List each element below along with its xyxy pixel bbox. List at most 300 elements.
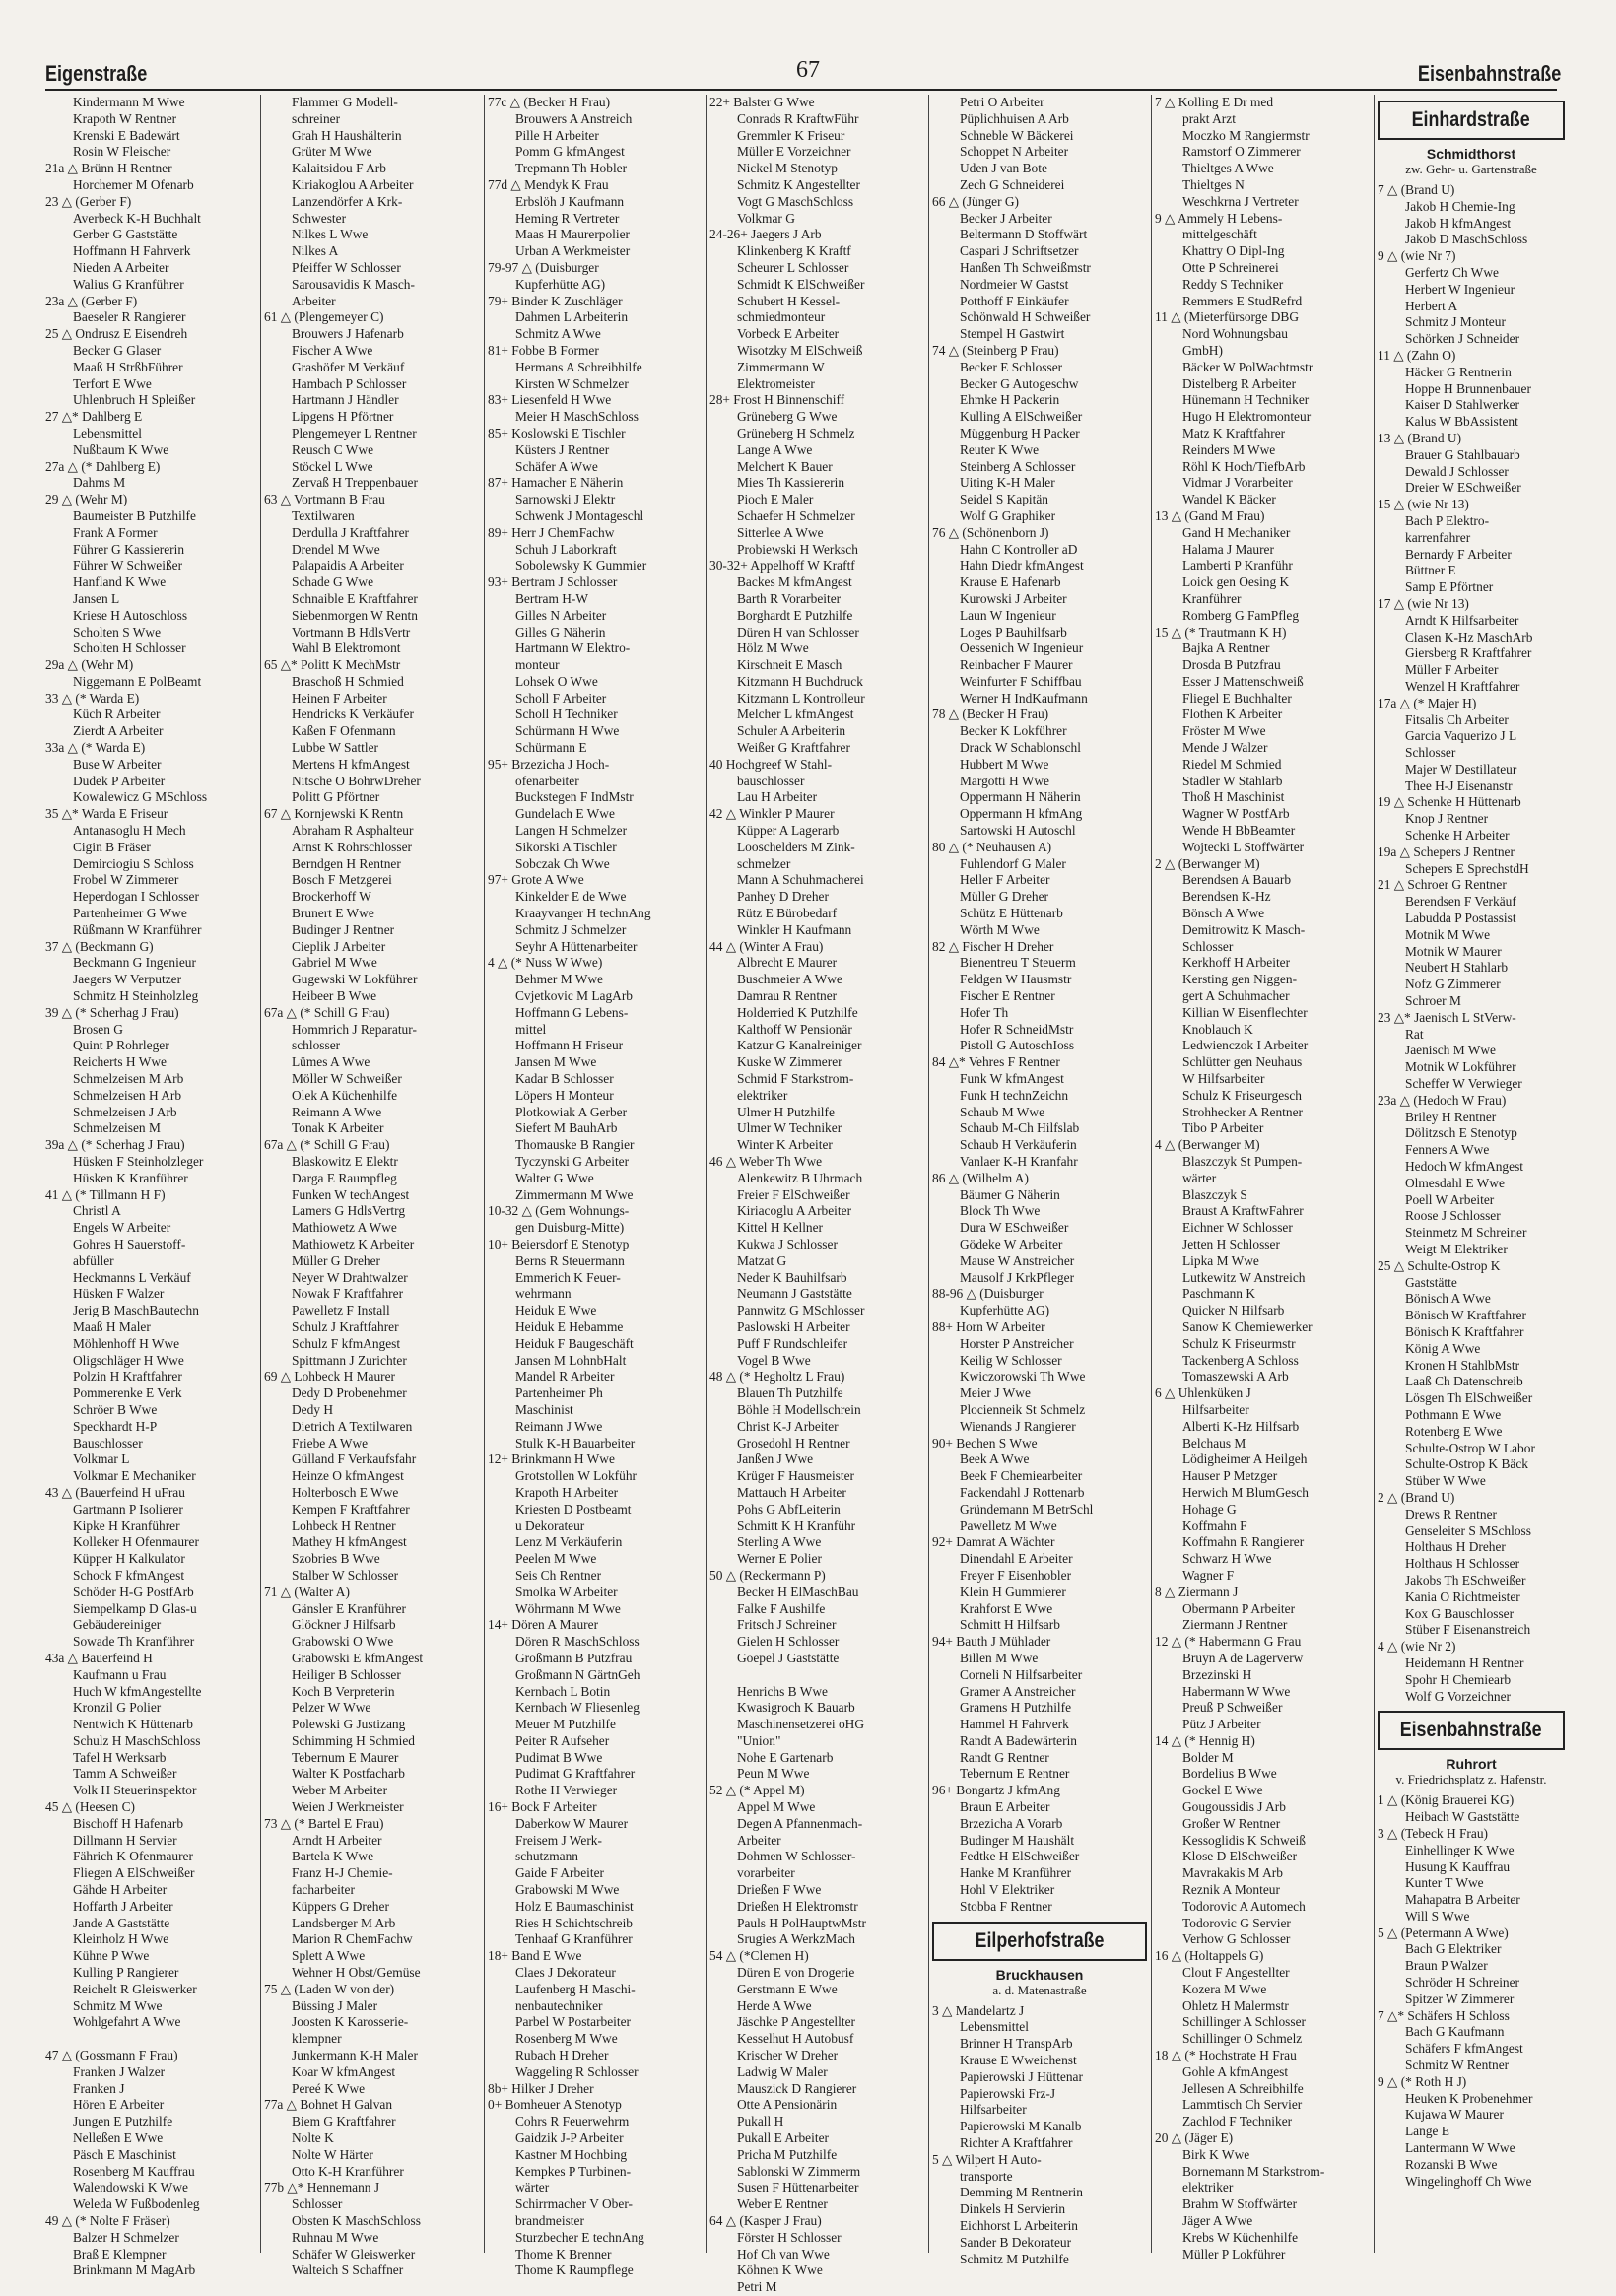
resident-entry: Gohle A kfmAngest — [1182, 2063, 1289, 2079]
resident-entry: Holthaus H Schlosser — [1405, 1556, 1520, 1572]
resident-entry: Gaide F Arbeiter — [515, 1865, 604, 1881]
resident-entry: Grabowski E kfmAngest — [292, 1650, 424, 1665]
resident-entry: Nitsche O BohrwDreher — [292, 773, 421, 788]
resident-entry: Stüber F Eisenanstreich — [1405, 1622, 1531, 1638]
resident-entry: Briley H Rentner — [1405, 1109, 1497, 1124]
resident-entry: Brunert E Wwe — [292, 906, 374, 921]
column-6 — [1155, 95, 1370, 2262]
resident-entry: Fackendahl J Rottenarb — [960, 1484, 1085, 1500]
resident-entry: Susen F Hüttenarbeiter — [737, 2180, 859, 2195]
resident-entry: Zervaß H Treppenbauer — [292, 475, 418, 491]
house-number-entry: 90+ Bechen S Wwe — [932, 1435, 1038, 1451]
resident-entry: Mathiowetz K Arbeiter — [292, 1236, 415, 1251]
resident-entry: Herde A Wwe — [737, 1997, 812, 2013]
resident-entry: Kernbach L Botin — [515, 1683, 611, 1699]
resident-entry: Plotkowiak A Gerber — [515, 1104, 628, 1119]
column-1 — [45, 95, 255, 2278]
resident-entry: Knop J Rentner — [1405, 811, 1489, 827]
resident-entry: Pothmann E Wwe — [1405, 1406, 1502, 1422]
resident-entry: Weber E Rentner — [737, 2196, 828, 2212]
resident-entry: Stalber W Schlosser — [292, 1567, 399, 1583]
resident-entry: Grüneberg G Wwe — [737, 409, 838, 425]
resident-entry: Randt A Badewärterin — [960, 1732, 1077, 1748]
house-number-entry: 39a △ (* Scherhag J Frau) — [45, 1137, 185, 1153]
resident-entry: Frobel W Zimmerer — [73, 872, 179, 888]
house-number-entry: 33a △ (* Warda E) — [45, 740, 146, 756]
resident-entry: Clasen K-Hz MaschArb — [1405, 629, 1533, 644]
resident-entry: Lange A Wwe — [737, 441, 813, 457]
house-number-entry: 7 △* Schäfers H Schloss — [1378, 2007, 1510, 2023]
resident-entry: Jansen M LohnbHalt — [515, 1352, 627, 1368]
resident-entry: Beek F Chemiearbeiter — [960, 1468, 1083, 1484]
resident-entry: Kraayvanger H technAng — [515, 906, 651, 921]
resident-entry: Majer W Destillateur — [1405, 761, 1517, 777]
resident-entry: Stobba F Rentner — [960, 1898, 1052, 1914]
resident-entry: Ziermann J Rentner — [1182, 1617, 1288, 1633]
resident-entry: Tonak K Arbeiter — [292, 1120, 384, 1136]
resident-entry: Gödeke W Arbeiter — [960, 1236, 1063, 1251]
house-number-entry: 94+ Bauth J Mühlader — [932, 1634, 1051, 1650]
resident-entry: Kaufmann u Frau — [73, 1666, 167, 1682]
resident-entry: Weinfurter F Schiffbau — [960, 673, 1082, 689]
house-number-entry: 25 △ Schulte-Ostrop K — [1378, 1257, 1501, 1273]
resident-entry: Herbert A — [1405, 298, 1458, 313]
resident-entry: Bäumer G Näherin — [960, 1186, 1060, 1202]
resident-entry: Christ K-J Arbeiter — [737, 1418, 839, 1434]
resident-entry: Klinkenberg K Kraftf — [737, 243, 851, 259]
resident-entry: Lantermann W Wwe — [1405, 2140, 1515, 2156]
house-number-entry: 69 △ Lohbeck H Maurer — [264, 1369, 396, 1384]
resident-entry: Becker K Lokführer — [960, 723, 1067, 739]
house-number-entry: 67a △ (* Schill G Frau) — [264, 1137, 390, 1153]
resident-entry: Samp E Pförtner — [1405, 579, 1494, 595]
resident-entry: Demitrowitz K Masch- — [1182, 921, 1306, 937]
resident-entry: Gründemann M BetrSchl — [960, 1501, 1094, 1517]
resident-entry: Kirschneit E Masch — [737, 657, 842, 673]
house-number-entry: 9 △ (* Roth H J) — [1378, 2073, 1467, 2089]
resident-entry: Quint P Rohrleger — [73, 1038, 169, 1053]
resident-entry: Braun E Arbeiter — [960, 1799, 1050, 1815]
resident-entry: Schwester — [292, 210, 347, 226]
resident-entry: Tamm A Schweißer — [73, 1766, 177, 1782]
resident-entry: Führer G Kassiererin — [73, 541, 185, 557]
resident-entry: Hubbert M Wwe — [960, 756, 1049, 772]
house-number-entry: 54 △ (*Clemen H) — [709, 1948, 809, 1964]
resident-entry: Seis Ch Rentner — [515, 1567, 602, 1583]
resident-entry: Tibo P Arbeiter — [1182, 1120, 1264, 1136]
resident-entry: Franken J Walzer — [73, 2063, 166, 2079]
house-number-entry: 22+ Balster G Wwe — [709, 95, 815, 109]
resident-entry: Gilles N Arbeiter — [515, 607, 607, 623]
resident-entry: Mende J Walzer — [1182, 740, 1268, 756]
resident-entry: Fedtke H ElSchweißer — [960, 1849, 1080, 1864]
resident-entry: Stöckel L Wwe — [292, 458, 373, 474]
resident-entry: Grah H Haushälterin — [292, 127, 402, 143]
resident-entry: abfüller — [73, 1252, 114, 1268]
house-number-entry: 79-97 △ (Duisburger — [488, 259, 599, 275]
resident-entry: Uden J van Bote — [960, 161, 1047, 176]
resident-entry: Gebäudereiniger — [73, 1617, 162, 1633]
house-number-entry: 12+ Brinkmann H Wwe — [488, 1452, 615, 1467]
resident-entry: Alberti K-Hz Hilfsarb — [1182, 1418, 1300, 1434]
resident-entry: Sobczak Ch Wwe — [515, 855, 610, 871]
resident-entry: Gugewski W Lokführer — [292, 972, 418, 987]
resident-entry: Rotenberg E Wwe — [1405, 1423, 1503, 1439]
street-range: zw. Gehr- u. Gartenstraße — [1405, 162, 1537, 176]
resident-entry: Küpper H Kalkulator — [73, 1551, 185, 1567]
resident-entry: Schoppet N Arbeiter — [960, 144, 1069, 160]
resident-entry: Sikorski A Tischler — [515, 839, 617, 854]
resident-entry: Papierowski J Hüttenar — [960, 2068, 1083, 2084]
resident-entry: GmbH) — [1182, 342, 1223, 358]
resident-entry: Degen A Pfannenmach- — [737, 1815, 863, 1831]
resident-entry: Reinders M Wwe — [1182, 441, 1276, 457]
resident-entry: Knoblauch K — [1182, 1021, 1253, 1037]
resident-entry: Reusch C Wwe — [292, 441, 374, 457]
resident-entry: Brzezicha A Vorarb — [960, 1815, 1063, 1831]
resident-entry: Schulz J Kraftfahrer — [292, 1318, 399, 1334]
resident-entry: Neubert H Stahlarb — [1405, 960, 1509, 976]
resident-entry: Damrau R Rentner — [737, 988, 838, 1004]
house-number-entry: 52 △ (* Appel M) — [709, 1783, 805, 1798]
column-7 — [1378, 95, 1565, 2253]
resident-entry: Plengemeyer L Rentner — [292, 425, 417, 440]
resident-entry: Bruyn A de Lagerverw — [1182, 1650, 1304, 1665]
resident-entry: Heuken K Probenehmer — [1405, 2090, 1533, 2106]
resident-entry: Ulmer H Putzhilfe — [737, 1104, 835, 1119]
resident-entry: Maaß H StrßbFührer — [73, 359, 183, 374]
resident-entry: Pomm G kfmAngest — [515, 144, 625, 160]
resident-entry: Jäger A Wwe — [1182, 2213, 1253, 2228]
resident-entry: Rosin W Fleischer — [73, 144, 171, 160]
resident-entry: Pauls H PolHauptwMstr — [737, 1915, 866, 1930]
resident-entry: Emmerich K Feuer- — [515, 1269, 621, 1285]
resident-entry: Jungen E Putzhilfe — [73, 2114, 173, 2129]
resident-entry: Pommerenke E Verk — [73, 1385, 182, 1401]
resident-entry: Scholl F Arbeiter — [515, 690, 607, 706]
resident-entry: Schmitz J Monteur — [1405, 314, 1506, 330]
resident-entry: Gremmler K Friseur — [737, 127, 845, 143]
resident-entry: brandmeister — [515, 2213, 584, 2228]
resident-entry: Maaß H Maler — [73, 1318, 151, 1334]
resident-entry: Drießen F Wwe — [737, 1882, 822, 1898]
resident-entry: Cohrs R Feuerwehrm — [515, 2114, 630, 2129]
house-number-entry: 43a △ Bauerfeind H — [45, 1650, 153, 1665]
resident-entry: Heiliger B Schlosser — [292, 1666, 401, 1682]
house-number-entry: 83+ Liesenfeld H Wwe — [488, 392, 612, 408]
resident-entry: Hüsken K Kranführer — [73, 1170, 188, 1185]
resident-entry: Pawelletz M Wwe — [960, 1518, 1057, 1533]
resident-entry: Gülland F Verkaufsfahr — [292, 1452, 417, 1467]
resident-entry: Wandel K Bäcker — [1182, 492, 1276, 507]
house-number-entry: 97+ Grote A Wwe — [488, 872, 584, 888]
resident-entry: Holz E Baumaschinist — [515, 1898, 634, 1914]
resident-entry: Büttner E — [1405, 563, 1456, 578]
resident-entry: Becker G Autogeschw — [960, 375, 1079, 391]
resident-entry: Berendsen F Verkäuf — [1405, 894, 1516, 910]
resident-entry: gert A Schuhmacher — [1182, 988, 1290, 1004]
resident-entry: Heiduk F Baugeschäft — [515, 1335, 634, 1351]
resident-entry: Kerkhoff H Arbeiter — [1182, 955, 1291, 971]
resident-entry: Freyer F Eisenhobler — [960, 1567, 1072, 1583]
resident-entry: Labudda P Postassist — [1405, 911, 1516, 926]
resident-entry: Brockerhoff W — [292, 889, 371, 905]
resident-entry: Albrecht E Maurer — [737, 955, 838, 971]
resident-entry: Sowade Th Kranführer — [73, 1634, 195, 1650]
resident-entry: Schmitt K H Kranführ — [737, 1518, 856, 1533]
resident-entry: Bauschlosser — [73, 1435, 143, 1451]
resident-entry: Becker H ElMaschBau — [737, 1584, 859, 1599]
resident-entry: Hoffmann H Fahrverk — [73, 243, 191, 259]
resident-entry: Wojtecki L Stoffwärter — [1182, 839, 1305, 854]
resident-entry: Drosda B Putzfrau — [1182, 657, 1281, 673]
resident-entry: Reimann J Wwe — [515, 1418, 603, 1434]
resident-entry: Klein H Gummierer — [960, 1584, 1066, 1599]
resident-entry: Pfeiffer W Schlosser — [292, 259, 401, 275]
resident-entry: Schmidt K ElSchweißer — [737, 276, 865, 292]
resident-entry: Wöhrmann M Wwe — [515, 1600, 621, 1616]
resident-entry: Otte P Schreinerei — [1182, 259, 1279, 275]
directory-columns — [45, 95, 1563, 2295]
resident-entry: Schepers E SprechstdH — [1405, 860, 1529, 876]
resident-entry: Beckmann G Ingenieur — [73, 955, 196, 971]
resident-entry: Weigt M Elektriker — [1405, 1242, 1508, 1256]
resident-entry: Appel M Wwe — [737, 1799, 816, 1815]
resident-entry: Großmann N GärtnGeh — [515, 1666, 640, 1682]
resident-entry: Förster H Schlosser — [737, 2229, 842, 2245]
resident-entry: Funk H technZeichn — [960, 1087, 1069, 1103]
resident-entry: Kukwa J Schlosser — [737, 1236, 838, 1251]
resident-entry: Nofz G Zimmerer — [1405, 977, 1501, 992]
resident-entry: Walteich S Schaffner — [292, 2262, 404, 2278]
resident-entry: Pukall E Arbeiter — [737, 2130, 829, 2146]
resident-entry: Wagner F — [1182, 1567, 1235, 1583]
resident-entry: Ledwienczok I Arbeiter — [1182, 1038, 1309, 1053]
resident-entry: Pelzer W Wwe — [292, 1700, 371, 1716]
resident-entry: Weber M Arbeiter — [292, 1783, 388, 1798]
resident-entry: Blauen Th Putzhilfe — [737, 1385, 843, 1401]
resident-entry: Zech G Schneiderei — [960, 176, 1065, 192]
resident-entry: Fischer E Rentner — [960, 988, 1055, 1004]
district-name: Ruhrort — [1446, 1756, 1497, 1773]
resident-entry: Jaenisch M Wwe — [1405, 1043, 1496, 1058]
resident-entry: Lammtisch Ch Servier — [1182, 2097, 1303, 2113]
resident-entry: Schulz F kfmAngest — [292, 1335, 401, 1351]
resident-entry: Kwasigroch K Bauarb — [737, 1700, 855, 1716]
resident-entry: Kastner M Hochbing — [515, 2146, 628, 2162]
resident-entry: Nordmeier W Gastst — [960, 276, 1069, 292]
resident-entry: Demming M Rentnerin — [960, 2185, 1083, 2200]
resident-entry: Schnaible E Kraftfahrer — [292, 590, 418, 606]
resident-entry: Kania O Richtmeister — [1405, 1588, 1520, 1604]
resident-entry: Fritsch J Schreiner — [737, 1617, 837, 1633]
column-divider — [928, 95, 929, 2253]
resident-entry: Petri O Arbeiter — [960, 95, 1044, 109]
resident-entry: Hommrich J Reparatur- — [292, 1021, 417, 1037]
resident-entry: Reimann A Wwe — [292, 1104, 382, 1119]
resident-entry: Papierowski M Kanalb — [960, 2119, 1082, 2134]
resident-entry: Sander B Dekorateur — [960, 2234, 1072, 2250]
resident-entry: Rubach H Dreher — [515, 2048, 609, 2063]
resident-entry: Bäcker W PolWachtmstr — [1182, 359, 1313, 374]
resident-entry: Kriese H Autoschloss — [73, 607, 188, 623]
resident-entry: Flammer G Modell- — [292, 95, 398, 109]
resident-entry: Abraham R Asphalteur — [292, 823, 414, 839]
resident-entry: Waggeling R Schlosser — [515, 2063, 639, 2079]
resident-entry: Hartmann W Elektro- — [515, 641, 631, 656]
resident-entry: Nohe E Gartenarb — [737, 1749, 834, 1765]
resident-entry: Hanfland K Wwe — [73, 574, 167, 590]
resident-entry: Kronen H StahlbMstr — [1405, 1357, 1520, 1373]
resident-entry: Gähde H Arbeiter — [73, 1882, 168, 1898]
resident-entry: Hanßen Th Schweißmstr — [960, 259, 1091, 275]
column-2 — [264, 95, 479, 2278]
resident-entry: Mauszick D Rangierer — [737, 2080, 857, 2096]
resident-entry: Bernardy F Arbeiter — [1405, 546, 1512, 562]
house-number-entry: 18+ Band E Wwe — [488, 1948, 582, 1964]
resident-entry: Sablonski W Zimmerm — [737, 2163, 861, 2179]
resident-entry: Volk H Steuerinspektor — [73, 1783, 197, 1798]
resident-entry: Großmann B Putzfrau — [515, 1650, 633, 1665]
resident-entry: Rütz E Bürobedarf — [737, 906, 838, 921]
resident-entry: Jetten H Schlosser — [1182, 1236, 1280, 1251]
resident-entry: Grüneberg H Schmelz — [737, 425, 855, 440]
resident-entry: Vidmar J Vorarbeiter — [1182, 475, 1293, 491]
resident-entry: Hahn C Kontroller aD — [960, 541, 1078, 557]
resident-entry: Kurowski J Arbeiter — [960, 590, 1067, 606]
resident-entry: Hoppe H Brunnenbauer — [1405, 380, 1531, 396]
resident-entry: wärter — [1182, 1170, 1217, 1185]
resident-entry: Scholten H Schlosser — [73, 641, 186, 656]
resident-entry: Billen M Wwe — [960, 1650, 1039, 1665]
resident-entry: Kulling P Rangierer — [73, 1965, 179, 1981]
resident-entry: Jansen M Wwe — [515, 1054, 597, 1070]
resident-entry: Wenzel H Kraftfahrer — [1405, 678, 1520, 694]
house-number-entry: 24-26+ Jaegers J Arb — [709, 227, 822, 242]
resident-entry: Walter G Wwe — [515, 1170, 594, 1185]
resident-entry: gen Duisburg-Mitte) — [515, 1220, 625, 1236]
resident-entry: Arndt H Arbeiter — [292, 1832, 382, 1848]
resident-entry: Uhlenbruch H Spleißer — [73, 392, 196, 408]
resident-entry: Winter K Arbeiter — [737, 1137, 833, 1153]
resident-entry: Pricha M Putzhilfe — [737, 2146, 838, 2162]
resident-entry: Lödigheimer A Heilgeh — [1182, 1452, 1308, 1467]
resident-entry: Reinbacher F Maurer — [960, 657, 1073, 673]
page-number: 67 — [796, 57, 820, 83]
resident-entry: Braß E Klempner — [73, 2246, 167, 2262]
resident-entry: Jansen L — [73, 590, 120, 606]
street-heading — [1378, 1711, 1565, 1750]
house-number-entry: 5 △ Wilpert H Auto- — [932, 2151, 1042, 2167]
resident-entry: Hanke M Kranführer — [960, 1865, 1072, 1881]
resident-entry: Jellesen A Schreibhilfe — [1182, 2080, 1304, 2096]
resident-entry: Birk K Wwe — [1182, 2146, 1250, 2162]
house-number-entry: 41 △ (* Tillmann H F) — [45, 1186, 166, 1202]
resident-entry: Schönwald H Schweißer — [960, 309, 1091, 325]
resident-entry: Olmesdahl E Wwe — [1405, 1175, 1505, 1190]
resident-entry: Weschkrna J Vertreter — [1182, 193, 1299, 209]
resident-entry: Holderried K Putzhilfe — [737, 1004, 858, 1020]
resident-entry: Schmitz M Putzhilfe — [960, 2251, 1069, 2266]
resident-entry: Heller F Arbeiter — [960, 872, 1050, 888]
resident-entry: Kiriacoglu A Arbeiter — [737, 1203, 852, 1219]
resident-entry: Krapoth H Arbeiter — [515, 1484, 619, 1500]
resident-entry: Bönisch K Kraftfahrer — [1405, 1323, 1524, 1339]
resident-entry: Weißer G Kraftfahrer — [737, 740, 850, 756]
resident-entry: Tebernum E Maurer — [292, 1749, 399, 1765]
resident-entry: Melchert K Bauer — [737, 458, 833, 474]
resident-entry: Holterbosch E Wwe — [292, 1484, 399, 1500]
resident-entry: Kitzmann L Kontrolleur — [737, 690, 865, 706]
resident-entry: Schäfers F kfmAngest — [1405, 2041, 1523, 2057]
resident-entry: Christl A — [73, 1203, 121, 1219]
resident-entry: Nickel M Stenotyp — [737, 161, 838, 176]
resident-entry: Landsberger M Arb — [292, 1915, 396, 1930]
resident-entry: Cvjetkovic M LagArb — [515, 988, 634, 1004]
resident-entry: Strohhecker A Rentner — [1182, 1104, 1303, 1119]
resident-entry: Thee H-J Eisenanstr — [1405, 777, 1513, 793]
house-number-entry: 93+ Bertram J Schlosser — [488, 574, 618, 590]
resident-entry: Schade G Wwe — [292, 574, 374, 590]
resident-entry: Bolder M — [1182, 1749, 1234, 1765]
resident-entry: Sartowski H Autoschl — [960, 823, 1076, 839]
resident-entry: Balzer H Schmelzer — [73, 2229, 179, 2245]
resident-entry: Schubert H Kessel- — [737, 293, 841, 308]
resident-entry: Kiriakoglou A Arbeiter — [292, 176, 414, 192]
resident-entry: Sanow K Chemiewerker — [1182, 1318, 1313, 1334]
resident-entry: Wingelinghoff Ch Wwe — [1405, 2173, 1532, 2189]
resident-entry: Berendsen K-Hz — [1182, 889, 1271, 905]
resident-entry: Kalthoff W Pensionär — [737, 1021, 852, 1037]
resident-entry: Winkler H Kaufmann — [737, 921, 852, 937]
resident-entry: Schock F kfmAngest — [73, 1567, 185, 1583]
resident-entry: Kernbach W Fliesenleg — [515, 1700, 640, 1716]
resident-entry: Vanlaer K-H Kranfahr — [960, 1154, 1078, 1169]
resident-entry: Hilfsarbeiter — [1182, 1401, 1249, 1417]
resident-entry: Loges P Bauhilfsarb — [960, 624, 1067, 640]
resident-entry: Vogel B Wwe — [737, 1352, 811, 1368]
resident-entry: Gerfertz Ch Wwe — [1405, 264, 1499, 280]
resident-entry: klempner — [292, 2031, 342, 2047]
resident-entry: Khattry O Dipl-Ing — [1182, 243, 1285, 259]
resident-entry: Brahm W Stoffwärter — [1182, 2196, 1298, 2212]
house-number-entry: 19 △ Schenke H Hüttenarb — [1378, 794, 1521, 810]
resident-entry: Killian W Eisenflechter — [1182, 1004, 1308, 1020]
house-number-entry: 2 △ (Brand U) — [1378, 1489, 1455, 1505]
house-number-entry: 79+ Binder K Zuschläger — [488, 293, 623, 308]
resident-entry: u Dekorateur — [515, 1518, 585, 1533]
resident-entry: Scholten S Wwe — [73, 624, 162, 640]
resident-entry: Hoffmann H Friseur — [515, 1038, 624, 1053]
resident-entry: Schillinger O Schmelz — [1182, 2031, 1303, 2047]
house-number-entry: 84 △* Vehres F Rentner — [932, 1054, 1060, 1070]
resident-entry: König A Wwe — [1405, 1340, 1481, 1356]
resident-entry: Plocienneik St Schmelz — [960, 1401, 1086, 1417]
resident-entry: Tackenberg A Schloss — [1182, 1352, 1299, 1368]
resident-entry: schmelzer — [737, 855, 791, 871]
resident-entry: Lamers G HdlsVertrg — [292, 1203, 406, 1219]
resident-entry: Oppermann H kfmAng — [960, 806, 1083, 822]
resident-entry: Schirrmacher V Ober- — [515, 2196, 633, 2212]
resident-entry: Hohl V Elektriker — [960, 1882, 1055, 1898]
resident-entry: Arbeiter — [292, 293, 336, 308]
resident-entry: Sterling A Wwe — [737, 1534, 822, 1550]
resident-entry: Müller G Dreher — [292, 1252, 380, 1268]
resident-entry: Hambach P Schlosser — [292, 375, 407, 391]
resident-entry: Steinmetz M Schreiner — [1405, 1225, 1527, 1241]
resident-entry: Todorovic G Servier — [1182, 1915, 1291, 1930]
resident-entry: Stempel H Gastwirt — [960, 326, 1065, 342]
